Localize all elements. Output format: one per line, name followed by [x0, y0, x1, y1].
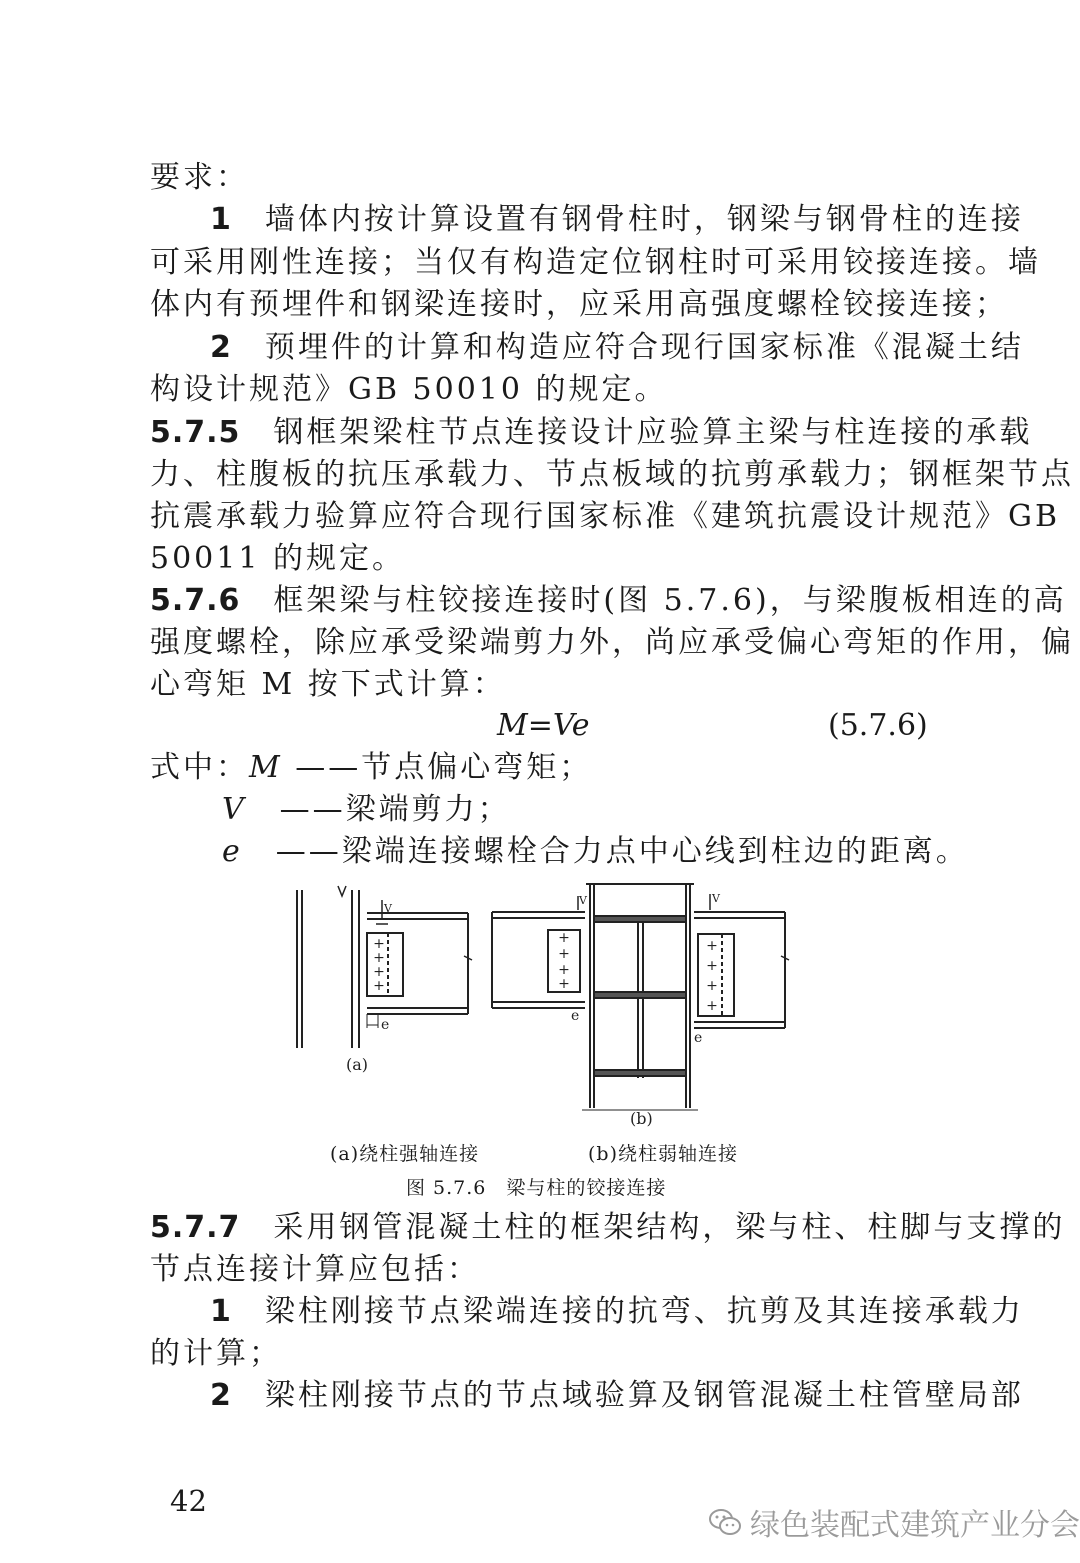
- clause-line: [150, 581, 1067, 621]
- symbol-m: M: [249, 750, 283, 785]
- watermark: [708, 1500, 1080, 1544]
- figure-caption: 图 5.7.6 梁与柱的铰接连接: [406, 1177, 667, 1199]
- text-line: 的计算；: [150, 1336, 282, 1371]
- page-number: 42: [170, 1484, 207, 1518]
- text-line: 抗震承载力验算应符合现行国家标准《建筑抗震设计规范》GB: [150, 499, 1061, 534]
- clause-number: 5.7.5: [150, 415, 241, 450]
- clause-text: 框架梁与柱铰接连接时(图 5.7.6)，与梁腹板相连的高: [273, 583, 1067, 618]
- svg-text:+: +: [558, 946, 570, 962]
- item-number: 2: [210, 330, 232, 365]
- symbol-definition: e ——梁端连接螺栓合力点中心线到柱边的距离。: [222, 834, 969, 869]
- v-label: V: [579, 894, 587, 907]
- text-line: 50011 的规定。: [150, 541, 405, 576]
- svg-text:+: +: [558, 962, 570, 978]
- text-line: 心弯矩 M 按下式计算：: [150, 667, 506, 702]
- item-text: 墙体内按计算设置有钢骨柱时，钢梁与钢骨柱的连接: [264, 202, 1024, 237]
- watermark-text: 绿色装配式建筑产业分会: [750, 1508, 1080, 1543]
- item-line: [210, 328, 1024, 368]
- subcaption-b: (b)绕柱弱轴连接: [588, 1143, 738, 1165]
- wechat-icon: [708, 1507, 742, 1537]
- item-line: [210, 1376, 1024, 1416]
- svg-text:+: +: [373, 978, 385, 994]
- item-number: 1: [210, 202, 232, 237]
- clause-text: 钢框架梁柱节点连接设计应验算主梁与柱连接的承载: [273, 415, 1033, 450]
- figure-label-b: (b): [630, 1109, 653, 1128]
- equation-formula: M=Ve: [497, 708, 590, 743]
- clause-number: 5.7.6: [150, 583, 241, 618]
- text-line: 体内有预埋件和钢梁连接时，应采用高强度螺栓铰接连接；: [150, 287, 1008, 322]
- text-line: 力、柱腹板的抗压承载力、节点板域的抗剪承载力；钢框架节点: [150, 457, 1074, 492]
- symbol-definition: V ——梁端剪力；: [222, 792, 511, 827]
- e-label: e: [381, 1017, 390, 1033]
- svg-text:+: +: [706, 938, 718, 954]
- clause-line: [150, 1208, 1066, 1248]
- equation-number: (5.7.6): [828, 708, 928, 743]
- svg-text:+: +: [558, 976, 570, 992]
- clause-number: 5.7.7: [150, 1210, 241, 1245]
- svg-text:+: +: [373, 950, 385, 966]
- symbol-e: e: [222, 834, 243, 869]
- item-line: [210, 1292, 1024, 1332]
- svg-text:+: +: [558, 930, 570, 946]
- text-line: 节点连接计算应包括：: [150, 1252, 480, 1287]
- e-label: e: [571, 1008, 580, 1024]
- item-text: 梁柱刚接节点梁端连接的抗弯、抗剪及其连接承载力: [264, 1294, 1024, 1329]
- text-line: 强度螺栓，除应承受梁端剪力外，尚应承受偏心弯矩的作用，偏: [150, 625, 1074, 660]
- symbol-definition: 式中：M ——节点偏心弯矩；: [150, 750, 593, 785]
- svg-text:+: +: [706, 958, 718, 974]
- svg-text:+: +: [706, 998, 718, 1014]
- clause-line: [150, 413, 1033, 453]
- e-label: e: [694, 1030, 703, 1046]
- figure-label-a: (a): [346, 1055, 369, 1074]
- item-line: [210, 200, 1024, 240]
- text-line: 构设计规范》GB 50010 的规定。: [150, 372, 668, 407]
- svg-text:+: +: [373, 964, 385, 980]
- v-label: V: [384, 902, 392, 915]
- figure-beam-column-connection: [280, 878, 810, 1132]
- item-text: 预埋件的计算和构造应符合现行国家标准《混凝土结: [264, 330, 1024, 365]
- item-text: 梁柱刚接节点的节点域验算及钢管混凝土柱管壁局部: [264, 1378, 1024, 1413]
- svg-text:+: +: [706, 978, 718, 994]
- item-number: 2: [210, 1378, 232, 1413]
- subcaption-a: (a)绕柱强轴连接: [330, 1143, 480, 1165]
- item-number: 1: [210, 1294, 232, 1329]
- v-label: V: [712, 892, 720, 905]
- symbol-v: V: [222, 792, 247, 827]
- text-line: 要求：: [150, 160, 249, 195]
- clause-text: 采用钢管混凝土柱的框架结构，梁与柱、柱脚与支撑的: [273, 1210, 1066, 1245]
- svg-text:+: +: [373, 936, 385, 952]
- text-line: 可采用刚性连接；当仅有构造定位钢柱时可采用铰接连接。墙: [150, 245, 1041, 280]
